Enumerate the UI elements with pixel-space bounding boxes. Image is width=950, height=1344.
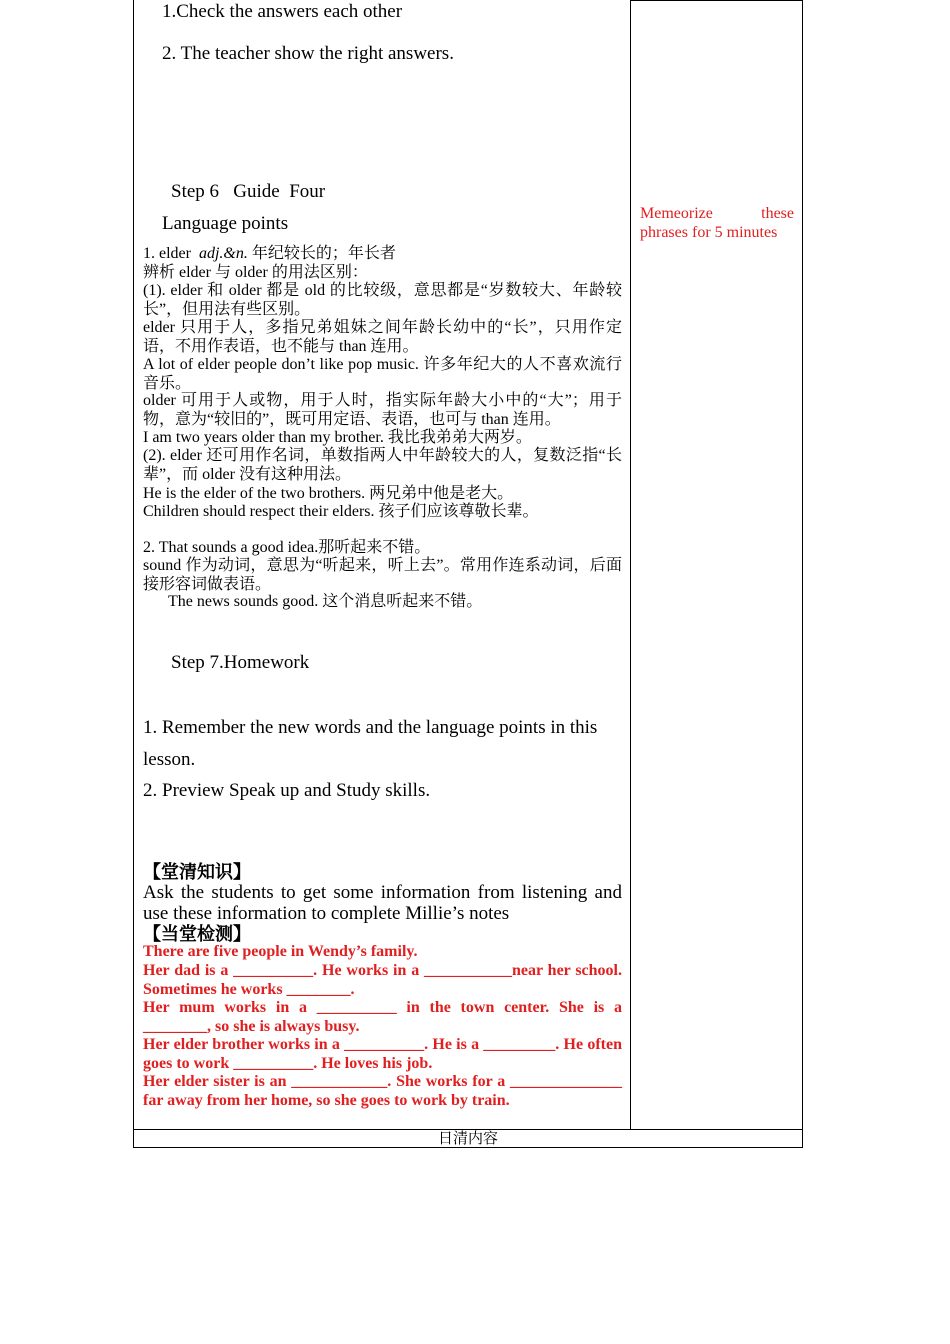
daily-content-label: 日清内容: [437, 1129, 498, 1147]
step-6-heading: Step 6 Guide Four: [171, 181, 326, 202]
tangqing-title: 【堂清知识】: [143, 862, 251, 883]
quiz-line-1: There are five people in Wendy’s family.: [143, 943, 418, 960]
sound-paragraph: sound 作为动词，意思为“听起来，听上去”。常用作连系动词，后面接形容词做表语。: [143, 557, 622, 593]
elder-entry: [143, 245, 396, 264]
table-border-right: [802, 0, 803, 1148]
step-7-heading: Step 7.Homework: [171, 652, 310, 673]
table-border-top-right: [630, 0, 803, 1]
example-children: Children should respect their elders. 孩子们应该尊敬长辈。: [143, 503, 539, 520]
example-i-am: I am two years older than my brother. 我比我弟弟大两岁。: [143, 429, 532, 446]
example-news: The news sounds good. 这个消息听起来不错。: [168, 593, 483, 610]
elder-only-paragraph: elder 只用于人，多指兄弟姐妹之间年龄长幼中的“长”，只用作定语，不用作表语，也不能与 than 连用。: [143, 319, 622, 355]
elder-definition: 年纪较长的；年长者: [247, 245, 396, 262]
example-a-lot: A lot of elder people don’t like pop music. 许多年纪大的人不喜欢流行音乐。: [143, 356, 622, 392]
sound-title: 2. That sounds a good idea.那听起来不错。: [143, 539, 431, 556]
quiz-line-2: Her dad is a __________. He works in a ___________near her school. Sometimes he works ________.: [143, 962, 622, 998]
elder-pos: adj.&n.: [198, 245, 248, 262]
example-he-is: He is the elder of the two brothers. 两兄弟中他是老大。: [143, 485, 514, 502]
quiz-line-4: Her elder brother works in a __________. He is a _________. He often goes to work __________. He loves his job.: [143, 1036, 622, 1072]
memorize-note: Memeorize these phrases for 5 minutes: [640, 205, 794, 241]
language-points-heading: Language points: [162, 213, 289, 234]
teacher-answers-line: 2. The teacher show the right answers.: [162, 43, 454, 64]
tangqing-text: Ask the students to get some information from listening and use these information to complete Millie’s notes: [143, 882, 622, 924]
table-border-middle: [630, 0, 631, 1130]
table-border-bottom: [133, 1147, 803, 1148]
dangtang-title: 【当堂检测】: [143, 924, 251, 945]
check-answers-line: 1.Check the answers each other: [162, 1, 403, 22]
point-2-paragraph: (2). elder 还可用作名词，单数指两人中年龄较大的人，复数泛指“长辈”，而 older 没有这种用法。: [143, 447, 622, 483]
table-border-left: [133, 0, 134, 1148]
quiz-line-5: Her elder sister is an ____________. She works for a ______________ far away from her home, so she goes to work by train.: [143, 1073, 622, 1109]
older-paragraph: older 可用于人或物，用于人时，指实际年龄大小中的“大”；用于物，意为“较旧的”，既可用定语、表语，也可与 than 连用。: [143, 392, 622, 428]
homework-item-1: 1. Remember the new words and the language points in this lesson.: [143, 717, 598, 770]
point-1-paragraph: (1). elder 和 older 都是 old 的比较级，意思都是“岁数较大、年龄较长”，但用法有些区别。: [143, 282, 622, 318]
elder-number: 1. elder: [143, 245, 199, 262]
quiz-line-3: Her mum works in a __________ in the town center. She is a ________, so she is always busy.: [143, 999, 622, 1035]
bianxi-line: 辨析 elder 与 older 的用法区别：: [143, 264, 368, 281]
homework-item-2: 2. Preview Speak up and Study skills.: [143, 780, 431, 801]
